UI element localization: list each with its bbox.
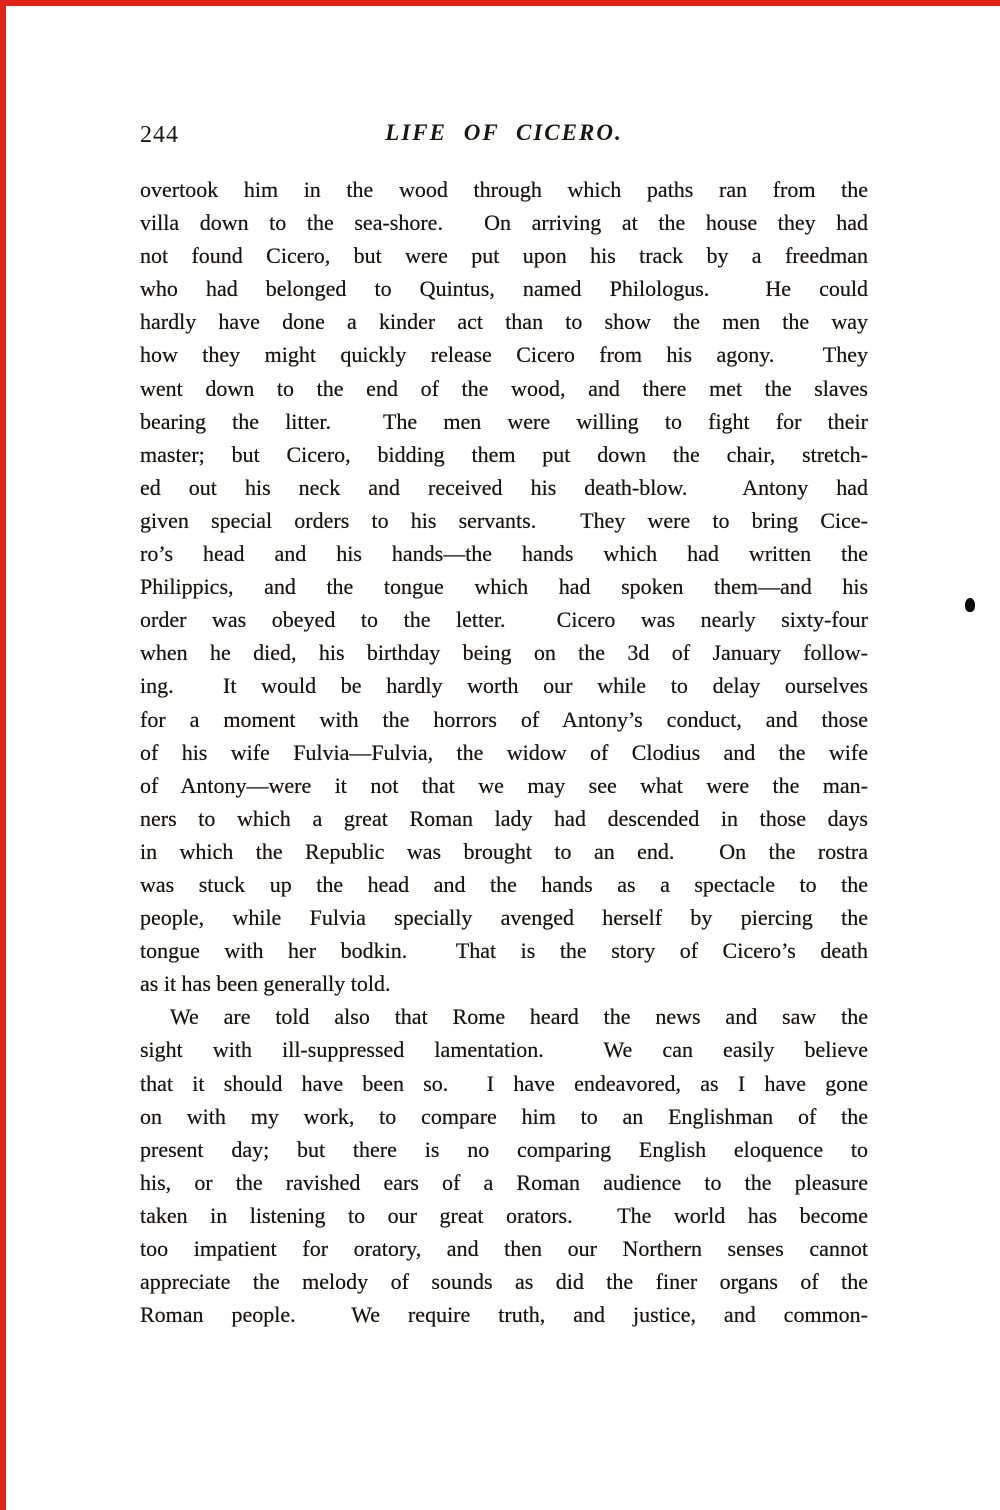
text-line: when he died, his birthday being on the 3d of January follow- <box>140 640 868 666</box>
text-line: people, while Fulvia specially avenged herself by piercing the <box>140 905 868 931</box>
text-line: present day; but there is no comparing English eloquence to <box>140 1136 868 1162</box>
text-line: too impatient for oratory, and then our Northern senses cannot <box>140 1236 868 1261</box>
scan-edge-left <box>0 0 6 1510</box>
text-line: not found Cicero, but were put upon his track by a freedman <box>140 243 868 269</box>
text-line: taken in listening to our great orators. The world has become <box>140 1202 868 1228</box>
text-line: that it should have been so. I have endeavored, as I have gone <box>140 1070 868 1096</box>
text-line: was stuck up the head and the hands as a spectacle to the <box>140 871 868 897</box>
text-line: We are told also that Rome heard the news and saw the <box>170 1004 868 1030</box>
text-line: in which the Republic was brought to an end. On the rostra <box>140 838 868 864</box>
text-line: hardly have done a kinder act than to show the men the way <box>140 309 868 335</box>
text-line: given special orders to his servants. They were to bring Cice- <box>140 507 868 533</box>
text-line: for a moment with the horrors of Antony’s conduct, and those <box>140 706 868 732</box>
text-line: sight with ill-suppressed lamentation. We can easily believe <box>140 1037 868 1063</box>
text-line: master; but Cicero, bidding them put down the chair, stretch- <box>140 441 868 467</box>
text-line: tongue with her bodkin. That is the story of Cicero’s death <box>140 938 868 964</box>
running-header <box>140 120 868 156</box>
text-line: ners to which a great Roman lady had descended in those days <box>140 805 868 831</box>
text-line: order was obeyed to the letter. Cicero was nearly sixty-four <box>140 607 868 633</box>
page-number: 244 <box>140 122 179 148</box>
text-line: as it has been generally told. <box>140 971 391 997</box>
ink-spot-artifact <box>965 598 975 612</box>
text-line: went down to the end of the wood, and there met the slaves <box>140 375 868 401</box>
text-line: his, or the ravished ears of a Roman audience to the pleasure <box>140 1169 868 1195</box>
text-line: overtook him in the wood through which paths ran from the <box>140 177 868 202</box>
text-line: ed out his neck and received his death-blow. Antony had <box>140 474 868 500</box>
page-title: LIFE OF CICERO. <box>385 120 623 145</box>
scan-edge-top <box>0 0 1000 6</box>
text-line: ro’s head and his hands—the hands which had written the <box>140 541 868 567</box>
text-line: who had belonged to Quintus, named Philologus. He could <box>140 276 868 302</box>
text-line: ing. It would be hardly worth our while to delay ourselves <box>140 673 868 699</box>
text-line: on with my work, to compare him to an Englishman of the <box>140 1103 868 1129</box>
text-line: Philippics, and the tongue which had spoken them—and his <box>140 574 868 600</box>
body-text <box>140 173 868 1331</box>
text-line: bearing the litter. The men were willing to fight for their <box>140 408 868 434</box>
text-line: of his wife Fulvia—Fulvia, the widow of Clodius and the wife <box>140 739 868 765</box>
text-line: how they might quickly release Cicero from his agony. They <box>140 342 868 368</box>
text-line: Roman people. We require truth, and justice, and common- <box>140 1302 868 1328</box>
text-line: villa down to the sea-shore. On arriving at the house they had <box>140 210 868 236</box>
text-line: of Antony—were it not that we may see what were the man- <box>140 772 868 798</box>
text-line: appreciate the melody of sounds as did the finer organs of the <box>140 1269 868 1295</box>
